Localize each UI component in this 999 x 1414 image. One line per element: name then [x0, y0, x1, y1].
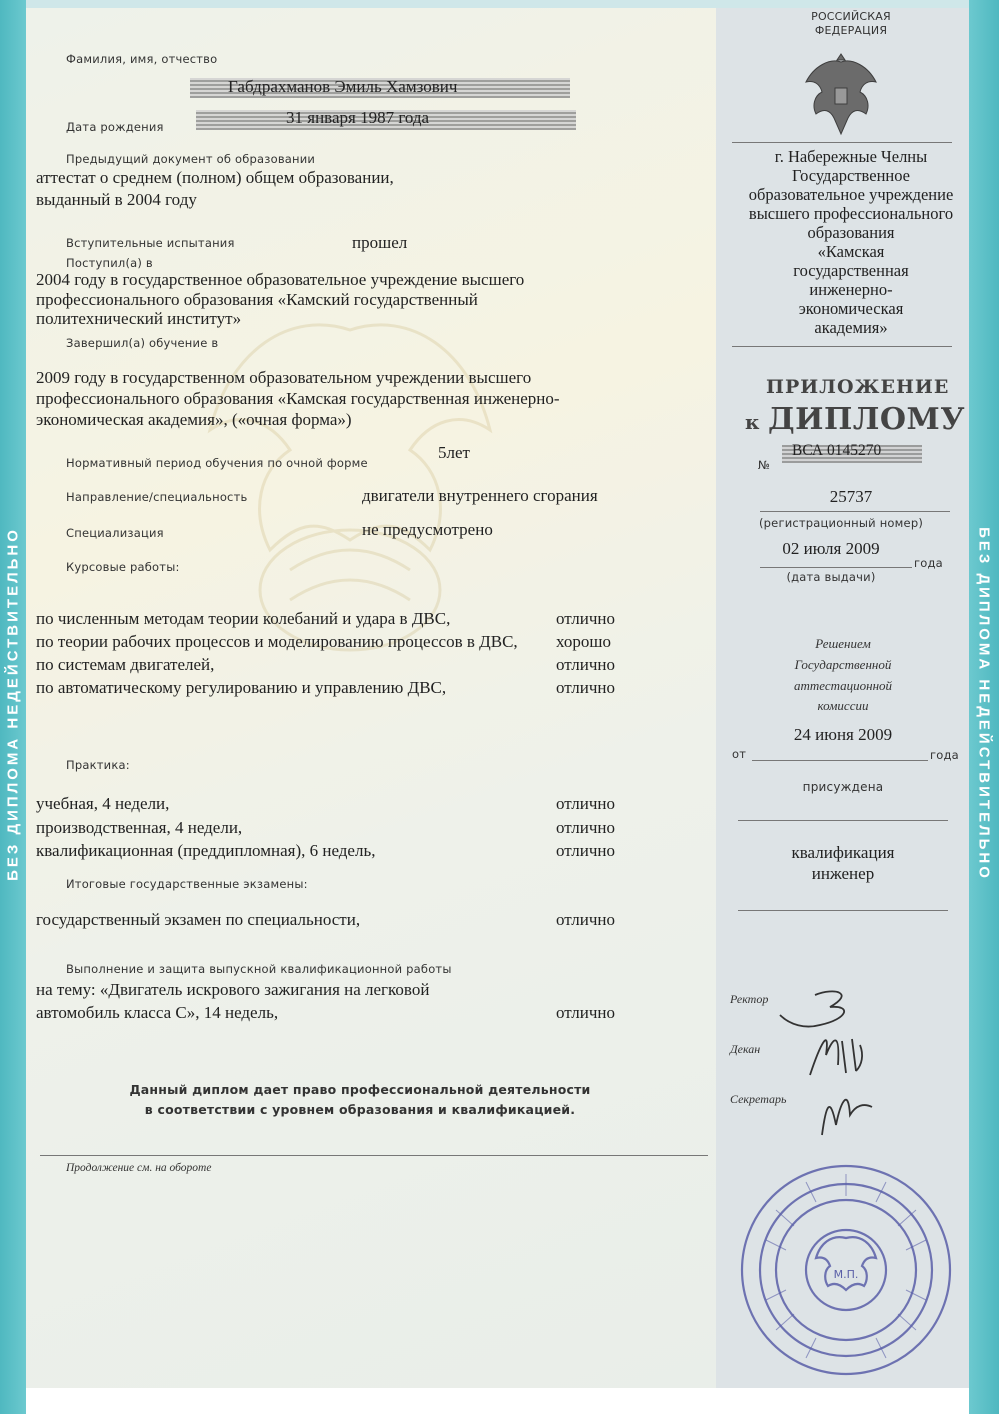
- qualification-value: инженер: [811, 864, 875, 883]
- practice-label: Практика:: [66, 758, 130, 772]
- coursework-title: по автоматическому регулированию и управлению ДВС,: [36, 678, 447, 697]
- exams-label: Итоговые государственные экзамены:: [66, 877, 308, 891]
- birth-label: Дата рождения: [66, 120, 164, 134]
- decision-line: [752, 760, 928, 761]
- reg-number: 25737: [829, 487, 873, 506]
- coursework-grade: хорошо: [556, 632, 611, 651]
- issue-year-suffix: года: [914, 556, 943, 570]
- coursework-grade: отлично: [556, 678, 616, 697]
- institution-line: высшего профессионального: [748, 204, 954, 223]
- practice-title: квалификационная (преддипломная), 6 недель,: [36, 841, 376, 860]
- reg-line: [760, 511, 950, 512]
- period-label: Нормативный период обучения по очной форме: [66, 456, 368, 470]
- previous-doc-line2: выданный в 2004 году: [36, 190, 197, 209]
- exam-grade: отлично: [556, 910, 616, 929]
- main-panel: [26, 8, 716, 1388]
- entrance-value: прошел: [352, 233, 408, 252]
- rights-line1: Данный диплом дает право профессиональной деятельности: [129, 1082, 591, 1097]
- awarded-label: присуждена: [802, 780, 884, 794]
- specialty-value: двигатели внутреннего сгорания: [362, 486, 598, 505]
- student-name: Габдрахманов Эмиль Хамзович: [228, 77, 458, 96]
- completed-line3: экономическая академия», («очная форма»): [36, 410, 352, 429]
- country-line1: РОССИЙСКАЯ: [811, 10, 891, 23]
- rights-line2: в соответствии с уровнем образования и квалификацией.: [144, 1102, 576, 1117]
- appendix-diploma: ДИПЛОМУ: [768, 402, 966, 437]
- previous-doc-line1: аттестат о среднем (полном) общем образовании,: [36, 168, 394, 187]
- institution-block: [726, 147, 976, 337]
- left-border-text: БЕЗ ДИПЛОМА НЕДЕЙСТВИТЕЛЬНО: [4, 527, 22, 881]
- name-label: Фамилия, имя, отчество: [66, 52, 218, 66]
- rector-label: Ректор: [730, 992, 769, 1006]
- coursework-grade: отлично: [556, 655, 616, 674]
- signatures-icon: [760, 985, 910, 1145]
- specialty-label: Направление/специальность: [66, 490, 248, 504]
- top-band: [26, 0, 969, 8]
- institution-line: академия»: [814, 318, 888, 337]
- appendix-title: ПРИЛОЖЕНИЕ: [766, 376, 950, 398]
- coat-of-arms-icon: [800, 48, 882, 140]
- decision-line3: аттестационной: [793, 678, 893, 693]
- institution-line: инженерно-: [809, 280, 893, 299]
- enrolled-line2: профессионального образования «Камский государственный: [36, 290, 478, 309]
- exam-title: государственный экзамен по специальности,: [36, 910, 361, 929]
- decision-date: 24 июня 2009: [793, 725, 893, 744]
- institution-line: образовательное учреждение: [748, 185, 954, 204]
- decision-line4: комиссии: [817, 698, 869, 713]
- appendix-prefix: к: [745, 410, 760, 434]
- issue-line: [760, 567, 912, 568]
- thesis-line2: автомобиль класса С», 14 недель,: [36, 1003, 279, 1022]
- period-value: 5лет: [438, 443, 470, 462]
- right-border-text: БЕЗ ДИПЛОМА НЕДЕЙСТВИТЕЛЬНО: [975, 527, 993, 881]
- completed-line2: профессионального образования «Камская государственная инженерно-: [36, 389, 560, 408]
- entrance-label: Вступительные испытания: [66, 236, 235, 250]
- decision-line1: Решением: [815, 636, 871, 651]
- header-divider: [732, 142, 952, 143]
- reg-label: (регистрационный номер): [758, 516, 924, 530]
- practice-grade: отлично: [556, 794, 616, 813]
- practice-title: производственная, 4 недели,: [36, 818, 243, 837]
- previous-doc-label: Предыдущий документ об образовании: [66, 152, 316, 166]
- qualification-line: [738, 910, 948, 911]
- practice-grade: отлично: [556, 841, 616, 860]
- continuation-note: Продолжение см. на обороте: [66, 1162, 212, 1174]
- thesis-line1: на тему: «Двигатель искрового зажигания на легковой: [36, 980, 430, 999]
- coursework-title: по системам двигателей,: [36, 655, 215, 674]
- completed-label: Завершил(а) обучение в: [66, 336, 219, 350]
- institution-line: образования: [807, 223, 895, 242]
- institution-line: «Камская: [817, 242, 885, 261]
- institution-divider: [732, 346, 952, 347]
- bottom-band: [26, 1388, 969, 1414]
- birth-date: 31 января 1987 года: [286, 108, 430, 127]
- institution-line: экономическая: [798, 299, 904, 318]
- bottom-divider: [40, 1155, 708, 1156]
- issue-label: (дата выдачи): [786, 570, 876, 584]
- decision-line2: Государственной: [794, 657, 892, 672]
- coursework-title: по теории рабочих процессов и моделированию процессов в ДВС,: [36, 632, 518, 651]
- stamp-center-text: М.П.: [833, 1268, 859, 1281]
- specialization-label: Специализация: [66, 526, 164, 540]
- specialization-value: не предусмотрено: [362, 520, 493, 539]
- institution-line: государственная: [793, 261, 909, 280]
- coursework-label: Курсовые работы:: [66, 560, 180, 574]
- official-stamp-icon: [736, 1160, 956, 1380]
- diploma-number: ВСА 0145270: [792, 442, 882, 459]
- completed-line1: 2009 году в государственном образовательном учреждении высшего: [36, 368, 532, 387]
- country-line2: ФЕДЕРАЦИЯ: [814, 24, 888, 37]
- enrolled-line1: 2004 году в государственное образовательное учреждение высшего: [36, 270, 525, 289]
- institution-line: г. Набережные Челны: [774, 147, 928, 166]
- thesis-label: Выполнение и защита выпускной квалификационной работы: [66, 962, 452, 976]
- institution-line: Государственное: [791, 166, 911, 185]
- secretary-label: Секретарь: [730, 1092, 787, 1106]
- decision-from: от: [732, 747, 747, 761]
- decision-year-suffix: года: [930, 748, 959, 762]
- dean-label: Декан: [730, 1042, 761, 1056]
- issue-date: 02 июля 2009: [782, 539, 880, 558]
- enrolled-line3: политехнический институт»: [36, 309, 242, 328]
- qualification-label: квалификация: [791, 843, 895, 862]
- practice-grade: отлично: [556, 818, 616, 837]
- number-label: №: [758, 458, 771, 472]
- coursework-grade: отлично: [556, 609, 616, 628]
- awarded-line: [738, 820, 948, 821]
- thesis-grade: отлично: [556, 1003, 616, 1022]
- coursework-title: по численным методам теории колебаний и удара в ДВС,: [36, 609, 451, 628]
- enrolled-label: Поступил(а) в: [66, 256, 153, 270]
- practice-title: учебная, 4 недели,: [36, 794, 170, 813]
